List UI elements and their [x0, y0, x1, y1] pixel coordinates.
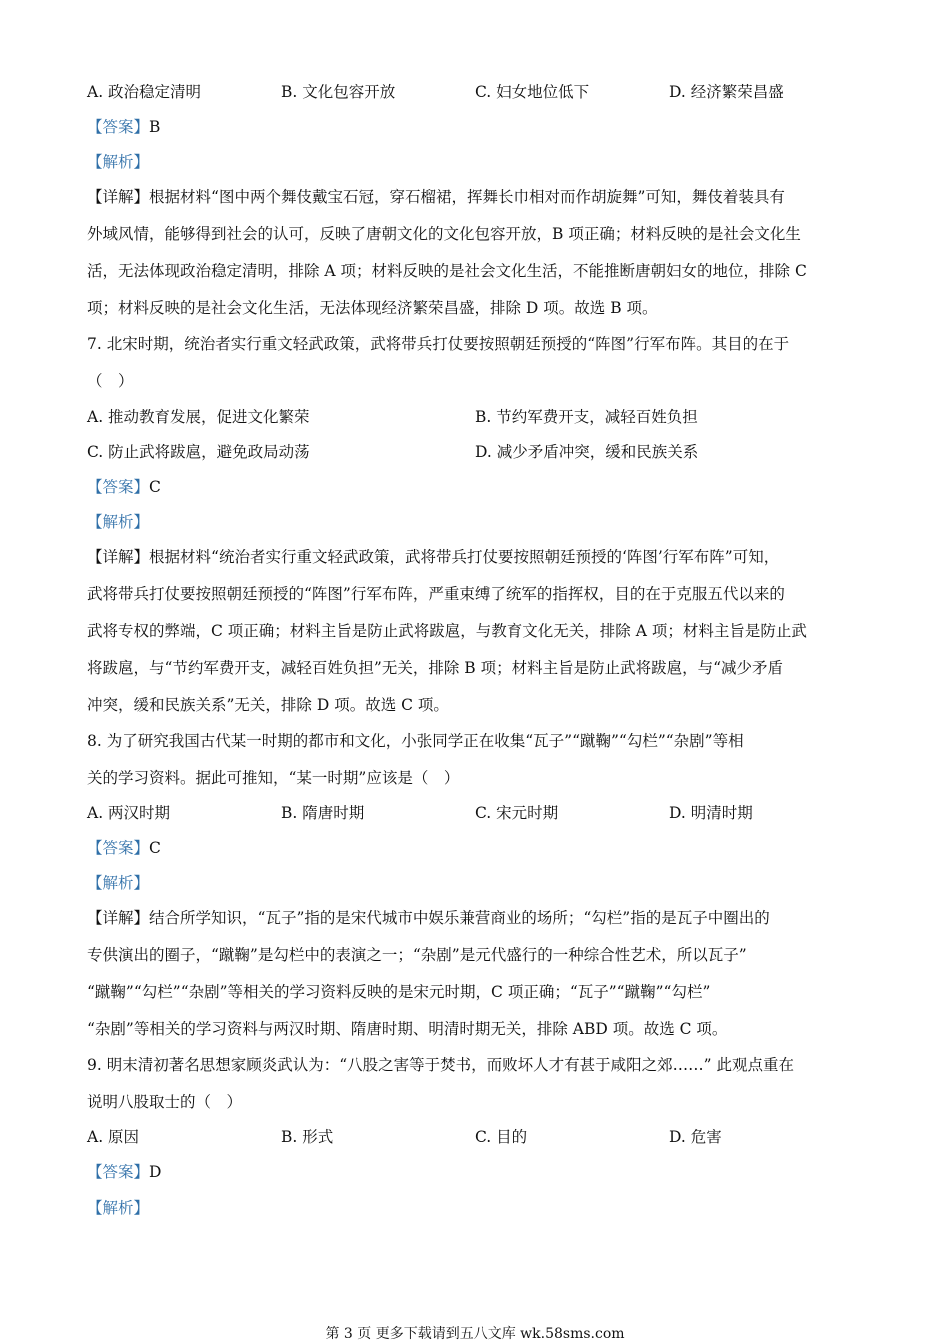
- q8-detail-line-2: 专供演出的圈子，“蹴鞠”是勾栏中的表演之一；“杂剧”是元代盛行的一种综合性艺术，所以瓦子”: [87, 946, 747, 964]
- analysis-tag: 【解析】: [87, 153, 150, 171]
- q8-answer: [87, 838, 863, 858]
- q7-stem-line-2: （ ）: [87, 372, 134, 390]
- q7-detail-line-1: [87, 547, 863, 567]
- q6-detail-text: 根据材料“图中两个舞伎戴宝石冠，穿石榴裙，挥舞长巾相对而作胡旋舞”可知，舞伎着装具有: [149, 188, 785, 206]
- detail-tag: 【详解】: [87, 548, 150, 566]
- q7-option-a: A. 推动教育发展，促进文化繁荣: [87, 408, 310, 426]
- q7-analysis-heading: [87, 512, 863, 532]
- analysis-tag: 【解析】: [87, 874, 150, 892]
- q6-option-d: D. 经济繁荣昌盛: [669, 83, 784, 101]
- q6-detail-line-4: 项；材料反映的是社会文化生活，无法体现经济繁荣昌盛，排除 D 项。故选 B 项。: [87, 299, 658, 317]
- q8-detail-text: 结合所学知识，“瓦子”指的是宋代城市中娱乐兼营商业的场所；“勾栏”指的是瓦子中圈出的: [149, 909, 770, 927]
- q9-option-b: B. 形式: [281, 1128, 334, 1146]
- q8-detail-line-3: “蹴鞠”“勾栏”“杂剧”等相关的学习资料反映的是宋元时期，C 项正确；“瓦子”“蹴鞠”“勾栏”: [87, 983, 711, 1001]
- q9-stem-line-2: 说明八股取士的（ ）: [87, 1093, 243, 1111]
- page-footer: 第 3 页 更多下载请到五八文库 wk.58sms.com: [325, 1326, 625, 1342]
- q6-option-a: A. 政治稳定清明: [87, 83, 202, 101]
- q8-stem-line-1: 8. 为了研究我国古代某一时期的都市和文化，小张同学正在收集“瓦子”“蹴鞠”“勾栏”“杂剧”等相: [87, 732, 744, 750]
- q9-option-c: C. 目的: [475, 1128, 528, 1146]
- q6-detail-line-3: 活，无法体现政治稳定清明，排除 A 项；材料反映的是社会文化生活，不能推断唐朝妇女的地位，排除 C: [87, 262, 807, 280]
- q7-option-c: C. 防止武将跋扈，避免政局动荡: [87, 443, 310, 461]
- analysis-tag: 【解析】: [87, 513, 150, 531]
- q6-detail-line-1: [87, 187, 863, 207]
- q8-analysis-heading: [87, 873, 863, 893]
- q7-stem-line-1: 7. 北宋时期，统治者实行重文轻武政策，武将带兵打仗要按照朝廷预授的“阵图”行军布阵。其目的在于: [87, 335, 790, 353]
- q9-option-a: A. 原因: [87, 1128, 140, 1146]
- q8-option-d: D. 明清时期: [669, 804, 753, 822]
- answer-tag: 【答案】: [87, 839, 150, 857]
- detail-tag: 【详解】: [87, 909, 150, 927]
- q6-answer-value: B: [149, 118, 161, 136]
- answer-tag: 【答案】: [87, 1163, 150, 1181]
- q8-option-a: A. 两汉时期: [87, 804, 171, 822]
- q7-detail-line-2: 武将带兵打仗要按照朝廷预授的“阵图”行军布阵，严重束缚了统军的指挥权，目的在于克服五代以来的: [87, 585, 785, 603]
- q7-option-d: D. 减少矛盾冲突，缓和民族关系: [475, 443, 699, 461]
- q9-option-d: D. 危害: [669, 1128, 722, 1146]
- q6-detail-line-2: 外域风情，能够得到社会的认可，反映了唐朝文化的文化包容开放，B 项正确；材料反映的是社会文化生: [87, 225, 801, 243]
- q8-answer-value: C: [149, 839, 161, 857]
- q6-option-b: B. 文化包容开放: [281, 83, 396, 101]
- q6-option-c: C. 妇女地位低下: [475, 83, 590, 101]
- q8-option-b: B. 隋唐时期: [281, 804, 365, 822]
- q7-answer-value: C: [149, 478, 161, 496]
- q6-answer: [87, 117, 863, 137]
- q9-answer-value: D: [149, 1163, 162, 1181]
- q8-stem-line-2: 关的学习资料。据此可推知，“某一时期”应该是（ ）: [87, 769, 460, 787]
- q9-analysis-heading: [87, 1198, 863, 1218]
- q6-analysis-heading: [87, 152, 863, 172]
- q7-answer: [87, 477, 863, 497]
- q8-detail-line-4: “杂剧”等相关的学习资料与两汉时期、隋唐时期、明清时期无关，排除 ABD 项。故选 C 项。: [87, 1020, 728, 1038]
- q8-detail-line-1: [87, 908, 863, 928]
- q8-option-c: C. 宋元时期: [475, 804, 559, 822]
- q7-detail-text: 根据材料“统治者实行重文轻武政策，武将带兵打仗要按照朝廷预授的‘阵图’行军布阵”可知，: [149, 548, 780, 566]
- q7-option-b: B. 节约军费开支，减轻百姓负担: [475, 408, 698, 426]
- q7-detail-line-3: 武将专权的弊端，C 项正确；材料主旨是防止武将跋扈，与教育文化无关，排除 A 项；材料主旨是防止武: [87, 622, 807, 640]
- analysis-tag: 【解析】: [87, 1199, 150, 1217]
- answer-tag: 【答案】: [87, 118, 150, 136]
- q9-stem-line-1: 9. 明末清初著名思想家顾炎武认为：“八股之害等于焚书，而败坏人才有甚于咸阳之郊……” 此观点重在: [87, 1056, 794, 1074]
- q7-detail-line-5: 冲突，缓和民族关系”无关，排除 D 项。故选 C 项。: [87, 696, 449, 714]
- answer-tag: 【答案】: [87, 478, 150, 496]
- q7-detail-line-4: 将跋扈，与“节约军费开支，减轻百姓负担”无关，排除 B 项；材料主旨是防止武将跋扈，与“减少矛盾: [87, 659, 784, 677]
- detail-tag: 【详解】: [87, 188, 150, 206]
- q9-answer: [87, 1162, 863, 1182]
